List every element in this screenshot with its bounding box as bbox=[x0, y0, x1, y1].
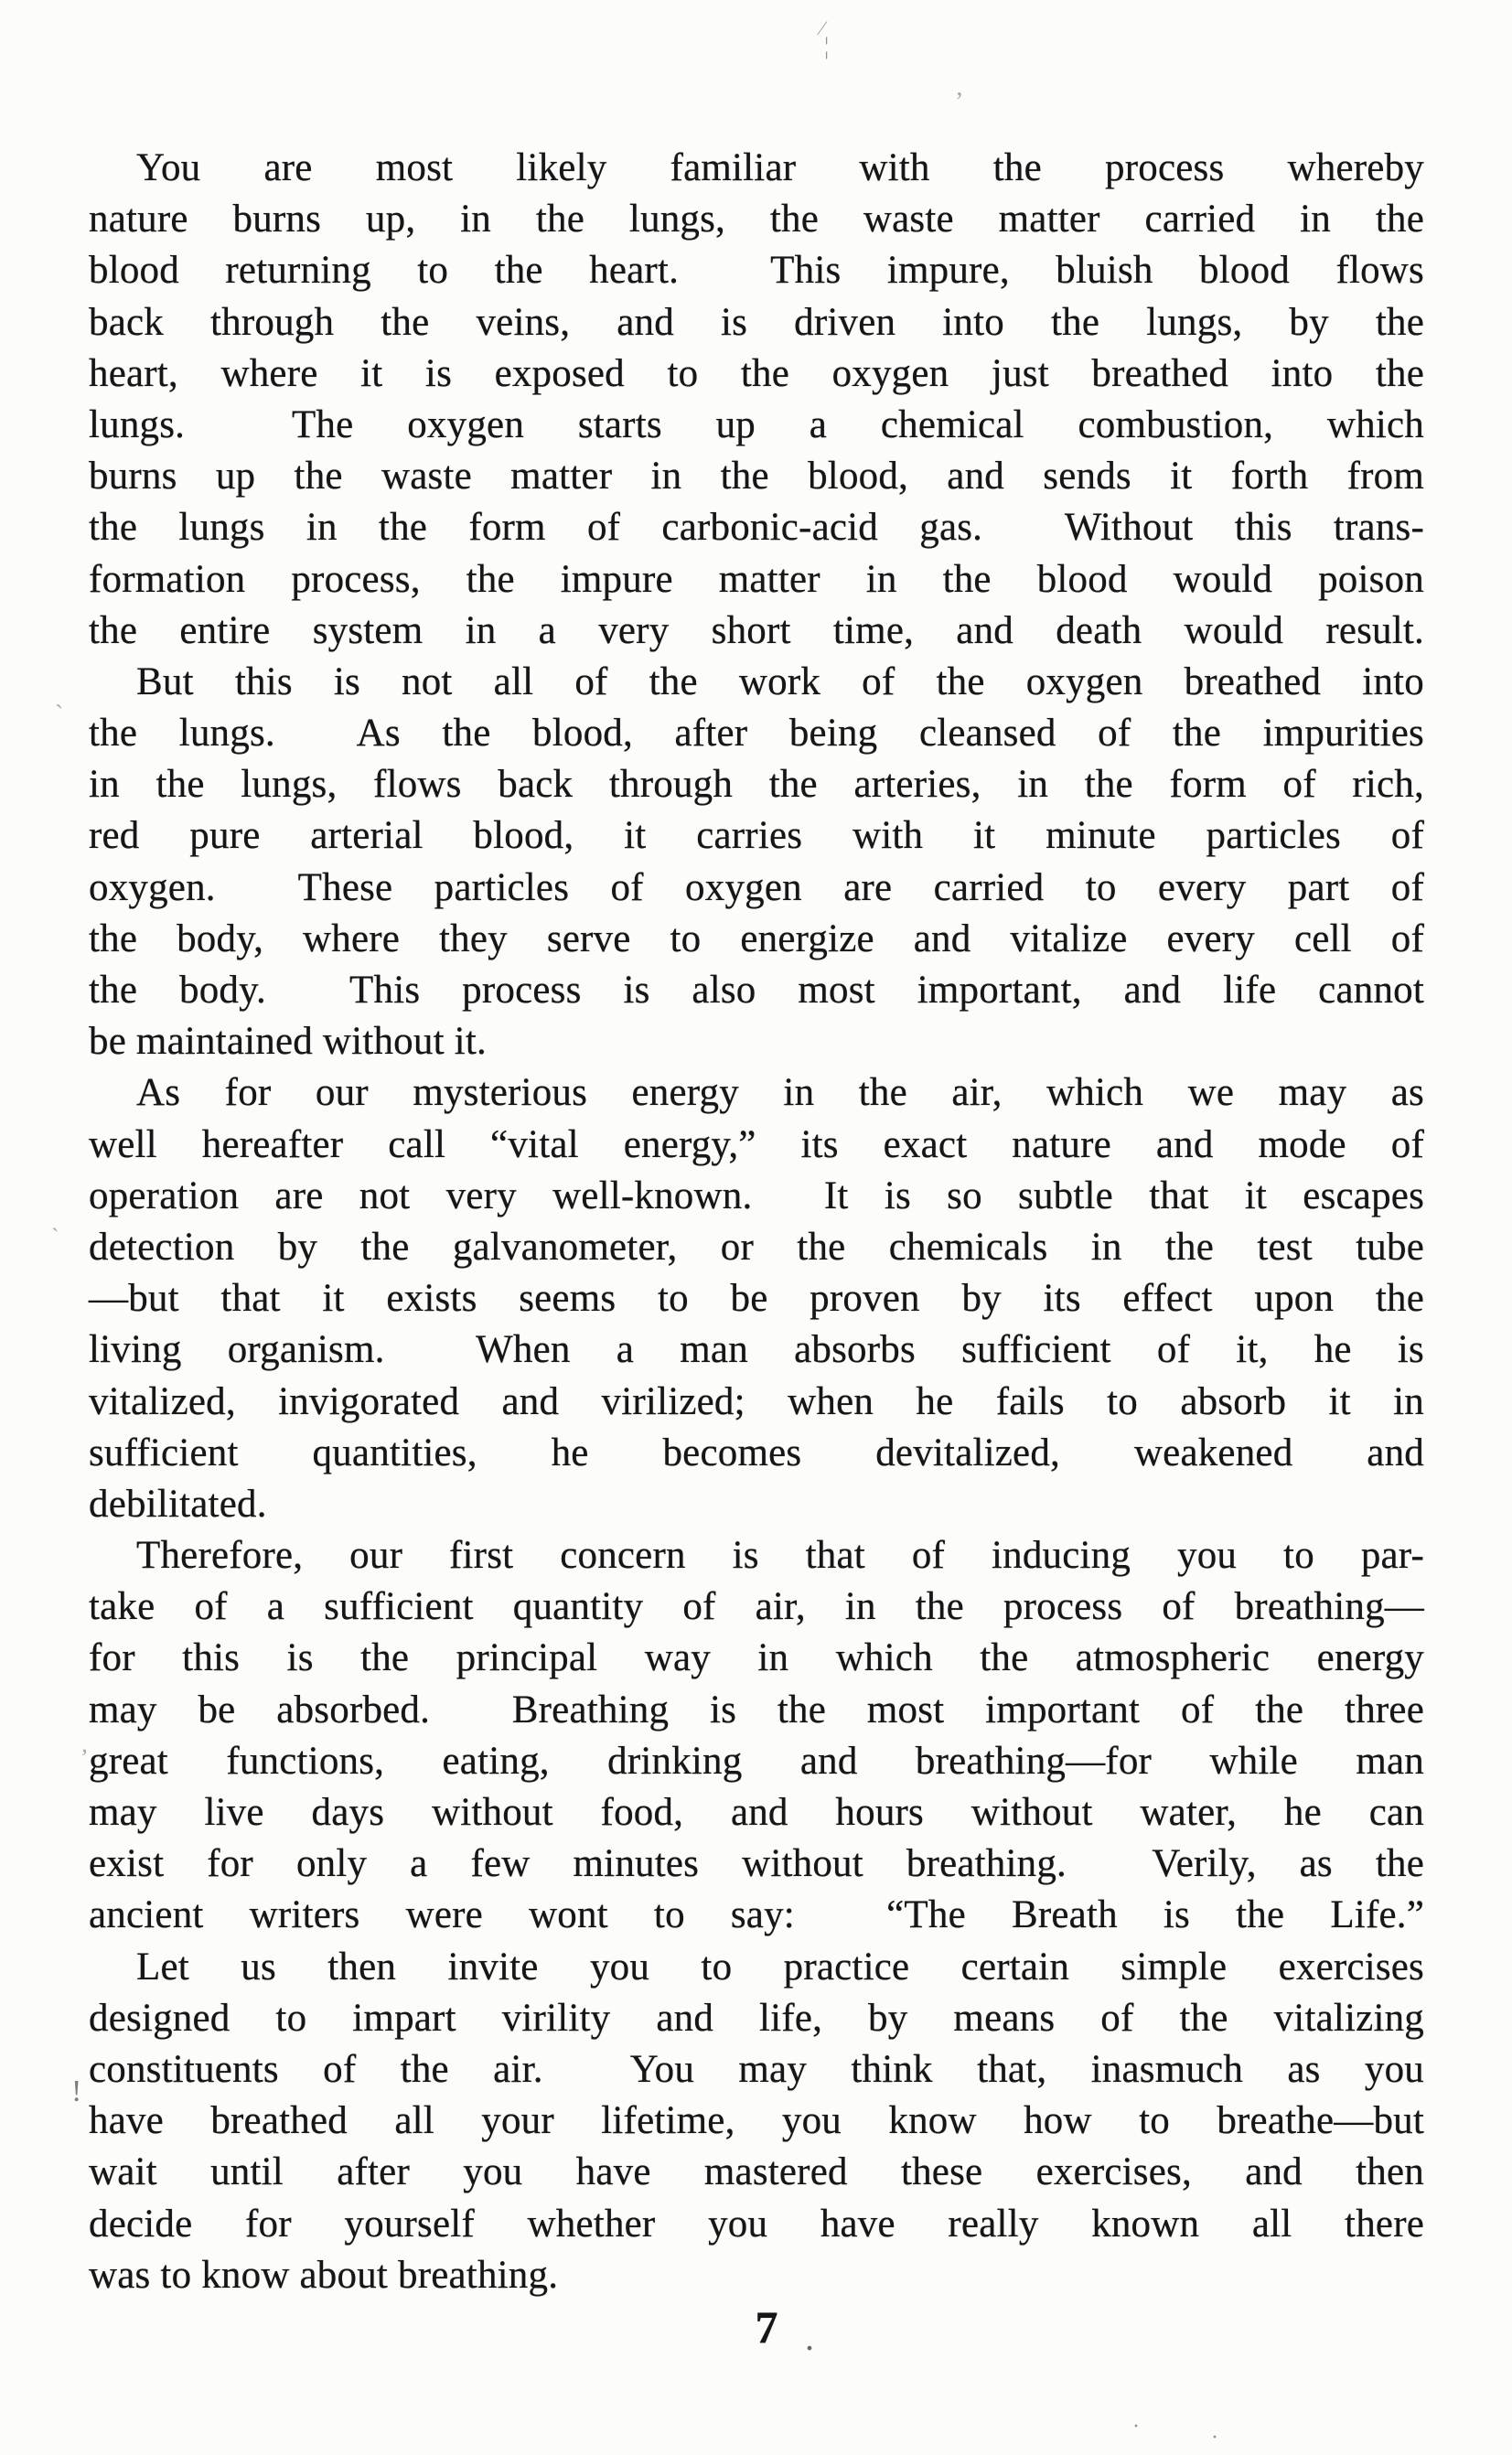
text-line: in the lungs, flows back through the arteries, in the form of rich, bbox=[89, 763, 1424, 807]
scan-speck: ’ bbox=[955, 88, 964, 116]
text-line: constituents of the air. You may think that, inasmuch as you bbox=[89, 2047, 1424, 2091]
text-line: As for our mysterious energy in the air, which we may as bbox=[136, 1071, 1424, 1115]
text-line: take of a sufficient quantity of air, in the process of breathing— bbox=[89, 1585, 1424, 1629]
text-line: formation process, the impure matter in the blood would poison bbox=[89, 557, 1424, 601]
text-line: wait until after you have mastered these exercises, and then bbox=[89, 2150, 1424, 2194]
text-line: But this is not all of the work of the oxygen breathed into bbox=[136, 659, 1424, 703]
scan-speck: · bbox=[1211, 2426, 1218, 2450]
text-line: back through the veins, and is driven into the lungs, by the bbox=[89, 300, 1424, 344]
text-line: be maintained without it. bbox=[89, 1020, 487, 1064]
scan-speck: ¦ bbox=[824, 33, 830, 59]
text-line: exist for only a few minutes without breathing. Verily, as the bbox=[89, 1842, 1424, 1886]
text-line: may live days without food, and hours without water, he can bbox=[89, 1791, 1424, 1834]
text-line: burns up the waste matter in the blood, and sends it forth from bbox=[89, 455, 1424, 499]
text-line: heart, where it is exposed to the oxygen just breathed into the bbox=[89, 351, 1424, 395]
text-line: nature burns up, in the lungs, the waste matter carried in the bbox=[89, 198, 1424, 241]
text-line: the body. This process is also most important, and life cannot bbox=[89, 969, 1424, 1012]
text-line: was to know about breathing. bbox=[89, 2253, 559, 2297]
text-line: lungs. The oxygen starts up a chemical combustion, which bbox=[89, 402, 1424, 446]
text-line: sufficient quantities, he becomes devitalized, weakened and bbox=[89, 1431, 1424, 1474]
text-line: the entire system in a very short time, and death would result. bbox=[89, 608, 1424, 652]
scan-speck: · bbox=[1132, 2415, 1140, 2439]
text-line: You are most likely familiar with the process whereby bbox=[136, 146, 1424, 189]
text-line: have breathed all your lifetime, you know how to breathe—but bbox=[89, 2099, 1424, 2143]
scan-speck: ! bbox=[71, 2074, 82, 2108]
scan-speck: . bbox=[805, 2317, 814, 2358]
text-line: red pure arterial blood, it carries with it minute particles of bbox=[89, 814, 1424, 858]
scan-speck: ⁄ bbox=[820, 16, 824, 39]
text-line: Therefore, our first concern is that of inducing you to par- bbox=[136, 1534, 1424, 1578]
text-line: operation are not very well-known. It is so subtle that it escapes bbox=[89, 1174, 1424, 1217]
text-line: ancient writers were wont to say: “The Breath is the Life.” bbox=[89, 1893, 1424, 1937]
text-line: blood returning to the heart. This impure, bluish blood flows bbox=[89, 249, 1424, 293]
text-line: living organism. When a man absorbs sufficient of it, he is bbox=[89, 1328, 1424, 1372]
scan-speck: ‚ bbox=[80, 1731, 89, 1757]
page-number: 7 bbox=[755, 2301, 778, 2353]
text-line: detection by the galvanometer, or the chemicals in the test tube bbox=[89, 1225, 1424, 1269]
text-line: vitalized, invigorated and virilized; when he fails to absorb it in bbox=[89, 1379, 1424, 1423]
text-line: well hereafter call “vital energy,” its exact nature and mode of bbox=[89, 1122, 1424, 1166]
text-line: the lungs in the form of carbonic-acid gas. Without this trans- bbox=[89, 506, 1424, 550]
page-text bbox=[89, 143, 1424, 2301]
text-line: great functions, eating, drinking and breathing—for while man bbox=[89, 1739, 1424, 1783]
text-line: Let us then invite you to practice certain simple exercises bbox=[136, 1945, 1424, 1989]
text-line: —but that it exists seems to be proven by its effect upon the bbox=[89, 1277, 1424, 1321]
text-line: the lungs. As the blood, after being cleansed of the impurities bbox=[89, 712, 1424, 756]
scan-speck: ` bbox=[55, 701, 64, 729]
text-line: designed to impart virility and life, by means of the vitalizing bbox=[89, 1996, 1424, 2040]
text-line: debilitated. bbox=[89, 1482, 267, 1526]
text-line: the body, where they serve to energize and vitalize every cell of bbox=[89, 917, 1424, 960]
text-line: decide for yourself whether you have really known all there bbox=[89, 2202, 1424, 2246]
text-line: oxygen. These particles of oxygen are carried to every part of bbox=[89, 865, 1424, 909]
text-line: may be absorbed. Breathing is the most important of the three bbox=[89, 1688, 1424, 1731]
scan-speck: ˋ bbox=[51, 1224, 59, 1250]
text-line: for this is the principal way in which the atmospheric energy bbox=[89, 1636, 1424, 1680]
